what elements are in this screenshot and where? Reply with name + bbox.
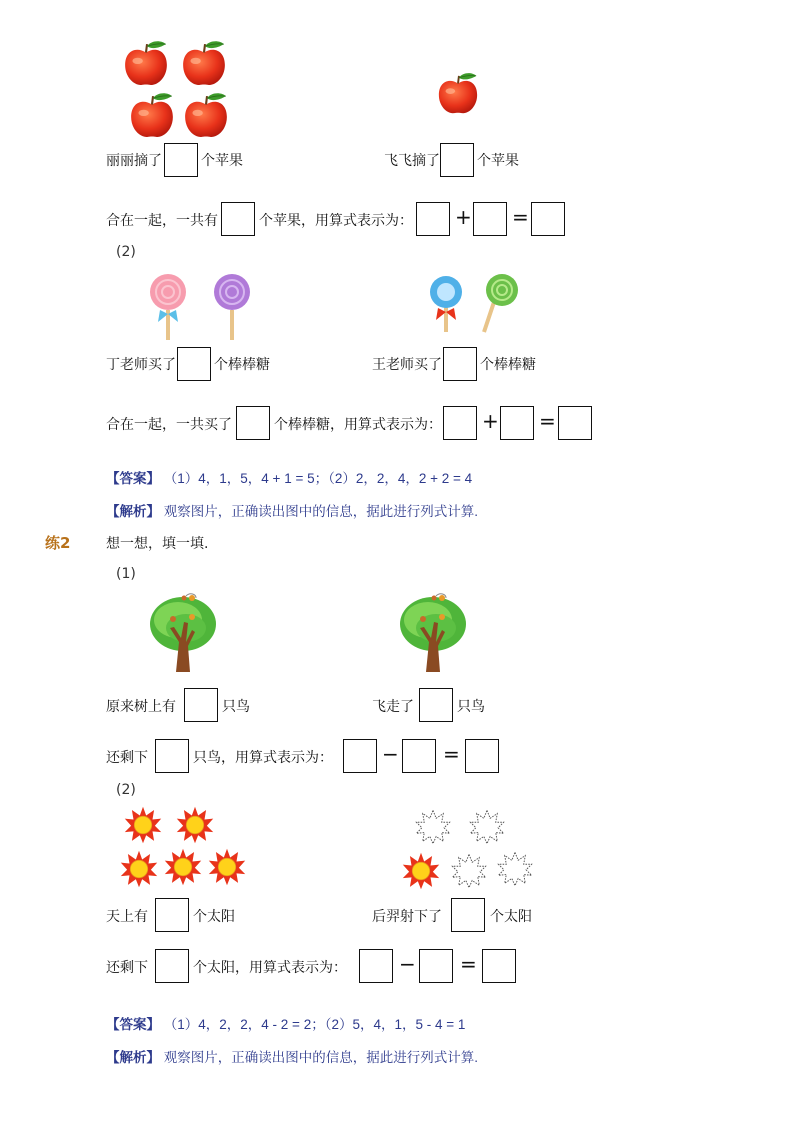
minus-sign: − [382,742,399,766]
lili-count-box[interactable] [164,143,198,177]
flew-away-label: 飞走了 [372,699,414,715]
tree-with-birds-icon [398,592,468,672]
original-birds-box[interactable] [184,688,218,722]
difference-box[interactable] [482,949,516,983]
sun-icon [165,849,201,885]
sun-unit-label: 个太阳 [193,909,235,925]
addend2-box[interactable] [473,202,507,236]
apple-icon [125,41,167,85]
tree-with-birds-icon [148,592,218,672]
answer-line [106,1013,465,1033]
bird-expression-label: 只鸟，用算式表示为： [193,750,333,766]
feifei-picked-label: 飞飞摘了 [384,153,440,169]
plus-sign: + [455,205,472,229]
difference-box[interactable] [465,739,499,773]
suns-in-sky-box[interactable] [155,898,189,932]
minuend-box[interactable] [343,739,377,773]
lollipop-icon [150,274,186,340]
remaining-suns-box[interactable] [155,949,189,983]
total-candy-box[interactable] [236,406,270,440]
minus-sign: − [399,952,416,976]
shot-sun-outline-icon [470,810,503,843]
equals-sign: = [539,409,556,433]
sum-box[interactable] [558,406,592,440]
feifei-count-box[interactable] [440,143,474,177]
addend2-box[interactable] [500,406,534,440]
ding-bought-label: 丁老师买了 [106,357,176,373]
minuend-box[interactable] [359,949,393,983]
analysis-tag: 【解析】 [106,504,160,519]
sum-box[interactable] [531,202,565,236]
wang-count-box[interactable] [443,347,477,381]
answer-tag: 【答案】 [106,471,160,486]
candy-expression-label: 个棒棒糖，用算式表示为： [274,417,442,433]
original-birds-label: 原来树上有 [106,699,176,715]
remaining-suns-label: 还剩下 [106,960,148,976]
shot-sun-outline-icon [498,852,531,885]
answer-text: （1）4，2，2，4 - 2 = 2；（2）5，4，1，5 - 4 = 1 [163,1017,466,1032]
answer-text: （1）4，1，5，4 + 1 = 5；（2）2，2，4，2 + 2 = 4 [163,471,473,486]
apple-expression-label: 个苹果，用算式表示为： [259,213,413,229]
apple-unit-label: 个苹果 [201,153,243,169]
apple-icon [183,41,225,85]
lollipop-icon [484,274,518,332]
remaining-birds-box[interactable] [155,739,189,773]
sun-expression-label: 个太阳，用算式表示为： [193,960,347,976]
sun-unit-label: 个太阳 [490,909,532,925]
sun-icon [403,853,439,889]
suns-shot-down [402,808,538,892]
suns-in-sky [120,806,250,890]
analysis-text: 观察图片，正确读出图中的信息，据此进行列式计算. [163,1050,479,1065]
subtrahend-box[interactable] [402,739,436,773]
analysis-line [106,1046,478,1066]
analysis-text: 观察图片，正确读出图中的信息，据此进行列式计算. [163,504,479,519]
answer-line [106,467,472,487]
answer-tag: 【答案】 [106,1017,160,1032]
apple-unit-label: 个苹果 [477,153,519,169]
sun-icon [121,851,157,887]
exercise-label: 练2 [45,534,71,552]
bird-unit-label: 只鸟 [457,699,485,715]
lollipops-wang [428,272,528,336]
shot-sun-outline-icon [416,810,449,843]
addend1-box[interactable] [416,202,450,236]
apple-icon [131,93,173,137]
houyi-shot-label: 后羿射下了 [372,909,442,925]
sun-icon [125,807,161,843]
wang-bought-label: 王老师买了 [372,357,442,373]
bird-unit-label: 只鸟 [222,699,250,715]
analysis-line [106,500,478,520]
suns-in-sky-label: 天上有 [106,909,148,925]
apple-group-lili [122,40,232,140]
exercise-prompt: 想一想，填一填. [106,536,209,552]
lollipop-icon [214,274,250,340]
analysis-tag: 【解析】 [106,1050,160,1065]
sun-icon [209,849,245,885]
candy-unit-label: 个棒棒糖 [480,357,536,373]
shot-sun-outline-icon [452,854,485,887]
candy-unit-label: 个棒棒糖 [214,357,270,373]
subtrahend-box[interactable] [419,949,453,983]
addend1-box[interactable] [443,406,477,440]
remaining-birds-label: 还剩下 [106,750,148,766]
lili-picked-label: 丽丽摘了 [106,153,162,169]
lollipops-ding [148,270,258,342]
equals-sign: = [460,952,477,976]
ding-count-box[interactable] [177,347,211,381]
apple-icon [439,73,477,113]
apple-icon [185,93,227,137]
sun-icon [177,807,213,843]
plus-sign: + [482,409,499,433]
equals-sign: = [512,205,529,229]
total-apples-box[interactable] [221,202,255,236]
sub-question-number: (2) [116,244,136,260]
sub-question-number: (1) [116,566,136,582]
equals-sign: = [443,742,460,766]
total-apples-label: 合在一起，一共有 [106,213,218,229]
shot-suns-box[interactable] [451,898,485,932]
apple-group-feifei [436,72,482,118]
lollipop-icon [430,276,462,332]
flew-away-box[interactable] [419,688,453,722]
total-candy-label: 合在一起，一共买了 [106,417,232,433]
sub-question-number: (2) [116,782,136,798]
